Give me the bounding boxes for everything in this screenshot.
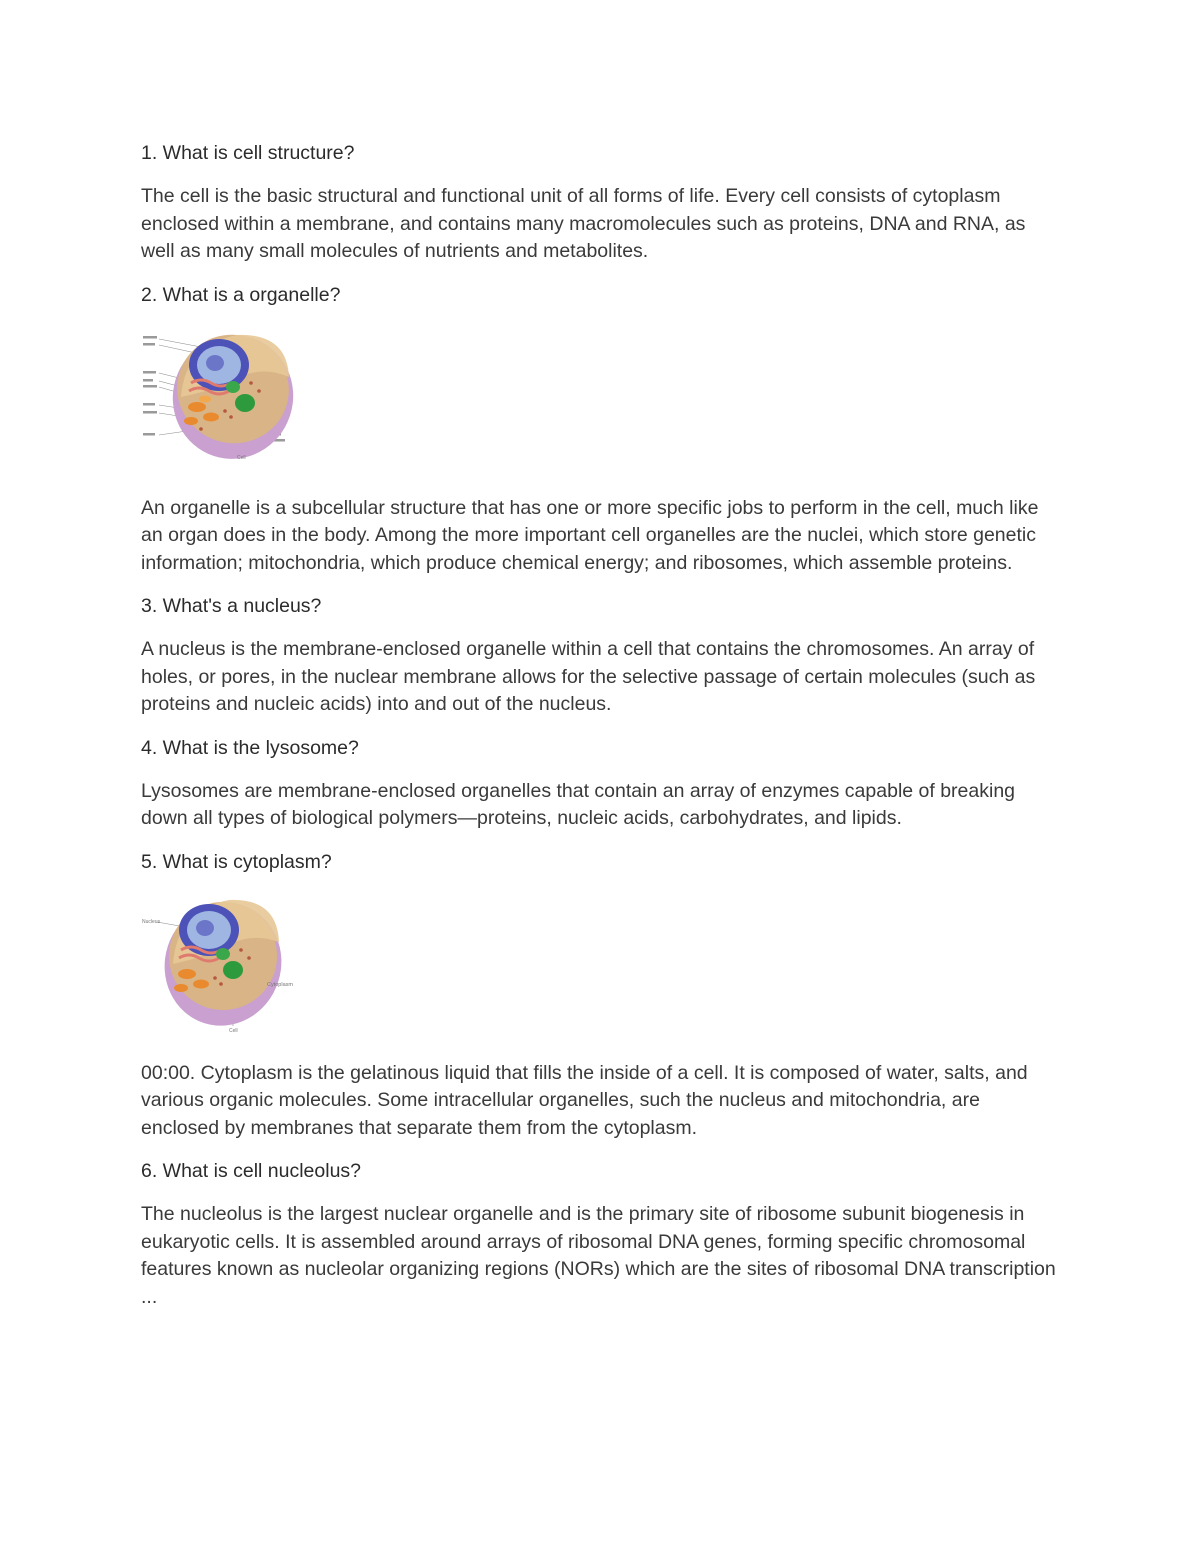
cell-organelles-diagram: [141, 325, 306, 465]
question-5: 5. What is cytoplasm?: [141, 850, 332, 873]
answer-4: Lysosomes are membrane-enclosed organelles that contain an array of enzymes capable of breaking down all types of biological polymers—proteins, nucleic acids, carbohydrates, and lipids.: [141, 779, 1016, 829]
answer-2: An organelle is a subcellular structure that has one or more specific jobs to perform in the cell, much like an organ does in the body. Among the more important cell organelles are the nuclei, which store genetic information; mitochondria, which produce chemical energy; and ribosomes, which assemble proteins.: [141, 496, 1039, 574]
question-2: 2. What is a organelle?: [141, 283, 341, 306]
cell-label: Cell: [237, 454, 246, 461]
question-3: 3. What's a nucleus?: [141, 595, 322, 617]
answer-5: 00:00. Cytoplasm is the gelatinous liquid that fills the inside of a cell. It is composed of water, salts, and various organic molecules. Some intracellular organelles, such the nucleus and mitochondria, are enclosed by membranes that separate them from the cytoplasm.: [141, 1061, 1028, 1139]
question-6: 6. What is cell nucleolus?: [141, 1160, 362, 1182]
question-4: 4. What is the lysosome?: [141, 736, 359, 759]
cell-label-2: Cell: [229, 1027, 238, 1034]
answer-1: The cell is the basic structural and functional unit of all forms of life. Every cell consists of cytoplasm enclosed within a membrane, and contains many macromolecules such as proteins, DNA and RNA, as well as many small molecules of nutrients and metabolites.: [141, 185, 1026, 262]
answer-3: A nucleus is the membrane-enclosed organelle within a cell that contains the chromosomes. An array of holes, or pores, in the nuclear membrane allows for the selective passage of certain molecules (such as proteins and nucleic acids) into and out of the nucleus.: [141, 638, 1036, 715]
question-1: 1. What is cell structure?: [141, 142, 355, 164]
cytoplasm-diagram: [141, 892, 301, 1034]
answer-6: The nucleolus is the largest nuclear organelle and is the primary site of ribosome subunit biogenesis in eukaryotic cells. It is assembled around arrays of ribosomal DNA genes, forming specific chromosomal features known as nucleolar organizing regions (NORs) which are the sites of ribosomal DNA transcription ...: [141, 1203, 1056, 1308]
nucleus-label: Nucleus: [142, 918, 161, 925]
cytoplasm-label: Cytoplasm: [267, 981, 293, 988]
document-page: [141, 140, 1061, 1327]
